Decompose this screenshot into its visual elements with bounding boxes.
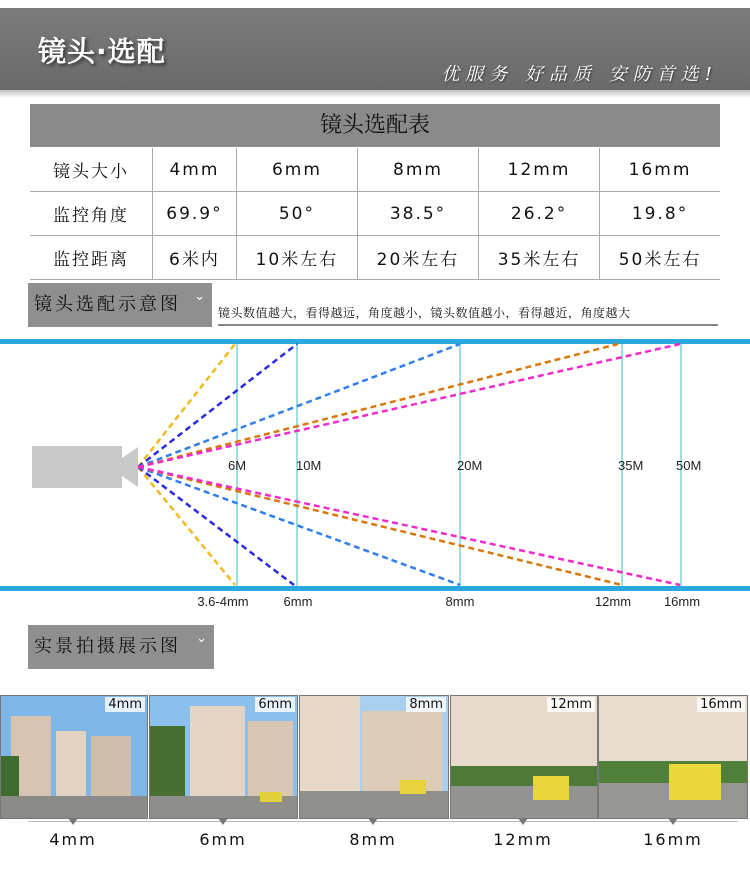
photo-16mm [598, 695, 748, 819]
table-cell: 20米左右 [357, 236, 478, 280]
photo-4mm [0, 695, 148, 819]
section-tab-diagram [28, 283, 212, 327]
photo-caption: 12mm [493, 830, 553, 849]
section-title: 镜头选配示意图 [34, 294, 181, 315]
lens-label: 3.6-4mm [197, 594, 249, 609]
camera-body [32, 446, 122, 488]
distance-label: 6M [228, 458, 247, 473]
caret-down-icon [668, 818, 678, 825]
section-title: 实景拍摄展示图 [34, 636, 181, 657]
diagram-note: 镜头数值越大，看得越远，角度越小，镜头数值越小，看得越近，角度越大 [218, 304, 718, 326]
lens-coverage-diagram [0, 330, 750, 620]
table-cell: 19.8° [600, 192, 720, 236]
lens-spec-table [30, 148, 720, 280]
photo-tag: 16mm [697, 697, 745, 712]
row-label: 镜头大小 [30, 148, 153, 192]
scene-image [599, 696, 747, 818]
scene-image [300, 696, 448, 818]
caption-divider [28, 821, 738, 822]
banner-title: 镜头·选配 [38, 35, 166, 68]
header-shadow [0, 90, 750, 98]
caret-down-icon [518, 818, 528, 825]
caret-down-icon [218, 818, 228, 825]
camera-lens [122, 447, 138, 487]
caret-down-icon [368, 818, 378, 825]
caret-down-icon [68, 818, 78, 825]
fov-ray-lower [138, 467, 294, 585]
section-tab-photos [28, 625, 214, 669]
photo-tag: 8mm [406, 697, 446, 712]
distance-label: 10M [296, 458, 322, 473]
row-label: 监控角度 [30, 192, 153, 236]
photo-6mm [149, 695, 298, 819]
fov-ray-lower [138, 467, 622, 585]
bottom-rail [0, 586, 750, 591]
table-cell: 26.2° [479, 192, 600, 236]
row-label: 监控距离 [30, 236, 153, 280]
photo-caption: 8mm [349, 830, 397, 849]
fov-ray-upper [138, 344, 618, 467]
photo-caption: 16mm [643, 830, 703, 849]
banner-slogan: 优服务 好品质 安防首选! [441, 64, 718, 85]
photo-12mm [450, 695, 598, 819]
table-cell: 35米左右 [479, 236, 600, 280]
photo-tag: 4mm [105, 697, 145, 712]
table-cell: 6米内 [153, 236, 237, 280]
table-row [30, 148, 720, 192]
top-rail [0, 339, 750, 344]
fov-ray-lower [138, 467, 460, 585]
scene-image [150, 696, 297, 818]
table-cell: 6mm [236, 148, 357, 192]
distance-label: 35M [618, 458, 644, 473]
lens-label: 12mm [594, 594, 632, 609]
scene-image [1, 696, 147, 818]
distance-label: 50M [676, 458, 702, 473]
table-cell: 50米左右 [600, 236, 720, 280]
table-cell: 12mm [479, 148, 600, 192]
photo-tag: 12mm [547, 697, 595, 712]
table-row [30, 236, 720, 280]
lens-label: 8mm [445, 594, 475, 609]
photo-caption: 6mm [199, 830, 247, 849]
chevron-down-icon: ⌄ [196, 631, 210, 646]
photo-8mm [299, 695, 449, 819]
scene-image [451, 696, 597, 818]
table-cell: 16mm [600, 148, 720, 192]
table-cell: 69.9° [153, 192, 237, 236]
table-cell: 50° [236, 192, 357, 236]
photo-tag: 6mm [255, 697, 295, 712]
photo-caption: 4mm [49, 830, 97, 849]
fov-ray-lower [138, 467, 680, 585]
distance-label: 20M [457, 458, 483, 473]
table-cell: 8mm [357, 148, 478, 192]
table-cell: 38.5° [357, 192, 478, 236]
lens-label: 16mm [663, 594, 701, 609]
table-cell: 4mm [153, 148, 237, 192]
table-row [30, 192, 720, 236]
table-title: 镜头选配表 [30, 104, 720, 147]
lens-label: 6mm [283, 594, 313, 609]
chevron-down-icon: ⌄ [194, 289, 208, 304]
table-cell: 10米左右 [236, 236, 357, 280]
